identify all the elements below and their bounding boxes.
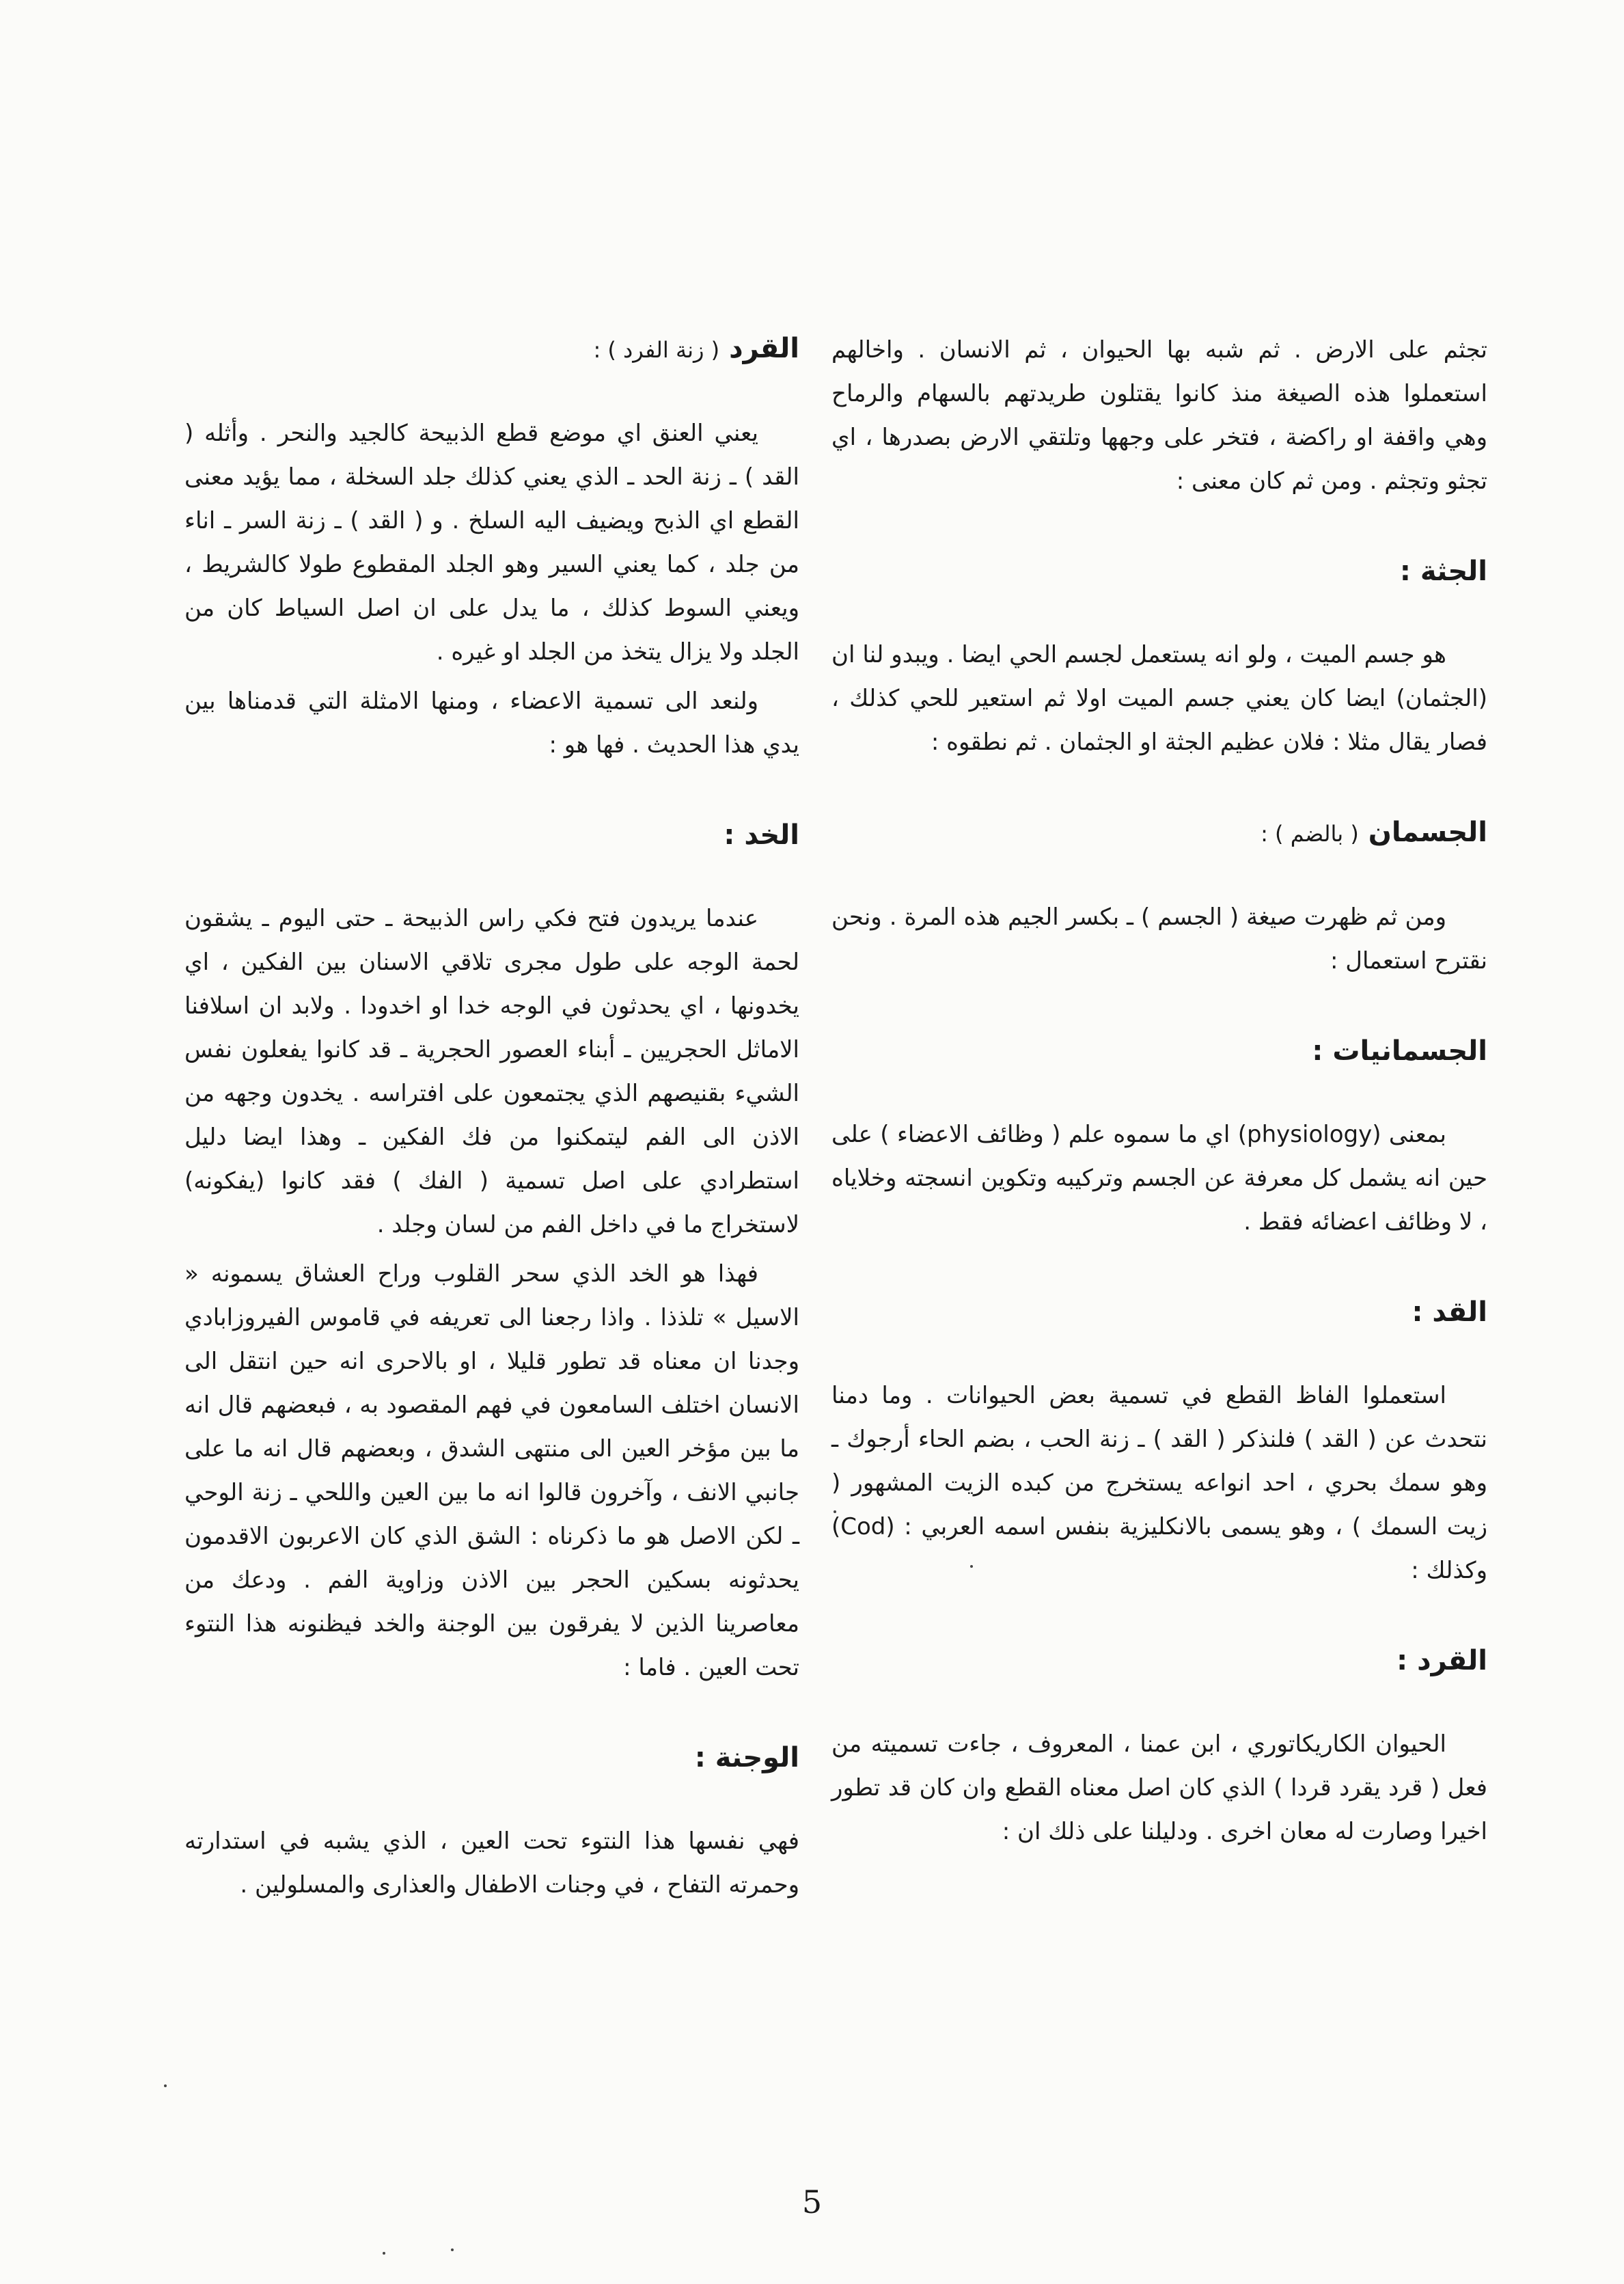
section-heading [184,815,799,856]
section-heading [831,1640,1487,1681]
scan-speck [451,2248,454,2251]
paragraph: استعملوا الفاظ القطع في تسمية بعض الحيوانات . وما دمنا نتحدث عن ( القد ) فلنذكر ( القد ) ـ زنة الحب ، بضم الحاء أرجوك ـ وهو سمك بحري ، احد انواعه يستخرج من كبده الزيت المشهور ( زيت السمك ) ، وهو يسمى بالانكليزية بنفس اسمه العربي : (Cod) وكذلك : [831,1382,1487,1584]
left-column [184,328,799,1912]
section-heading [184,328,799,370]
paragraph: ومن ثم ظهرت صيغة ( الجسم ) ـ بكسر الجيم هذه المرة . ونحن نقترح استعمال : [831,903,1487,975]
paragraph: فهي نفسها هذا النتوء تحت العين ، الذي يشبه في استدارته وحمرته التفاح ، في وجنات الاطفال والعذارى والمسلولين . [184,1827,799,1899]
paragraph: بمعنى (physiology) اي ما سموه علم ( وظائف الاعضاء ) على حين انه يشمل كل معرفة عن الجسم وتركيبه وتكوين انسجته وخلاياه ، لا وظائف اعضائه فقط . [831,1121,1487,1236]
section-heading [831,1031,1487,1072]
scan-speck [970,1565,973,1568]
heading-text: الجسمانيات : [1312,1035,1487,1067]
scan-speck [164,2084,167,2087]
scan-speck [383,2252,385,2255]
heading-text: الوجنة : [694,1742,799,1773]
heading-text: القرد : [1396,1645,1487,1676]
scan-speck [834,1510,836,1513]
section-heading [831,1292,1487,1333]
section-heading [184,1737,799,1778]
heading-note: ( زنة الفرد ) : [593,337,720,363]
right-column [831,328,1487,1859]
paragraph: ولنعد الى تسمية الاعضاء ، ومنها الامثلة التي قدمناها بين يدي هذا الحديث . فها هو : [184,688,799,759]
section-heading [831,551,1487,592]
paragraph: الحيوان الكاريكاتوري ، ابن عمنا ، المعروف ، جاءت تسميته من فعل ( قرد يقرد قردا ) الذي كان اصل معناه القطع وان كان قد تطور اخيرا وصارت له معان اخرى . ودليلنا على ذلك ان : [831,1730,1487,1845]
paragraph: عندما يريدون فتح فكي راس الذبيحة ـ حتى اليوم ـ يشقون لحمة الوجه على طول مجرى تلاقي الاسنان بين الفكين ، اي يخدونها ، اي يحدثون في الوجه خدا او اخدودا . ولابد ان اسلافنا الاماثل الحجريين ـ أبناء العصور الحجرية ـ قد كانوا يفعلون نفس الشيء بقنيصهم الذي يجتمعون على افتراسه . يخدون وجهه من الاذن الى الفم ليتمكنوا من فك الفكين ـ وهذا ايضا دليل استطرادي على اصل تسمية ( الفك ) فقد كانوا (يفكونه) لاستخراج ما في داخل الفم من لسان وجلد . [184,905,799,1238]
paragraph: فهذا هو الخد الذي سحر القلوب وراح العشاق يسمونه « الاسيل » تلذذا . واذا رجعنا الى تعريفه في قاموس الفيروزابادي وجدنا ان معناه قد تطور قليلا ، او بالاحرى انه حين انتقل الى الانسان اختلف السامعون في فهم المقصود به ، فبعضهم قال انه ما بين مؤخر العين الى منتهى الشدق ، وبعضهم قال انه ما على جانبي الانف ، وآخرون قالوا انه ما بين العين واللحي ـ زنة الوحي ـ لكن الاصل هو ما ذكرناه : الشق الذي كان الاعربون الاقدمون يحدثونه بسكين الحجر بين الاذن وزاوية الفم . ودعك من معاصرينا الذين لا يفرقون بين الوجنة والخد فيظنونه هذا النتوء تحت العين . فاما : [184,1260,799,1681]
page-number: 5 [801,2184,823,2220]
section-heading [831,812,1487,854]
heading-text: القرد [729,333,799,364]
paragraph: يعني العنق اي موضع قطع الذبيحة كالجيد والنحر . وأثله ( القد ) ـ زنة الحد ـ الذي يعني كذلك جلد السخلة ، مما يؤيد معنى القطع اي الذبح ويضيف اليه السلخ . و ( القد ) ـ زنة السر ـ اناء من جلد ، كما يعني السير وهو الجلد المقطوع طولا كالشريط ، ويعني السوط كذلك ، ما يدل على ان اصل السياط كان من الجلد ولا يزال يتخذ من الجلد او غيره . [184,420,799,666]
heading-text: الجسمان [1368,817,1487,848]
heading-text: القد : [1412,1296,1487,1328]
heading-text: الجثة : [1399,556,1487,587]
heading-text: الخد : [724,819,799,851]
heading-note: ( بالضم ) : [1261,821,1359,847]
paragraph: تجثم على الارض . ثم شبه بها الحيوان ، ثم الانسان . واخالهم استعملوا هذه الصيغة منذ كانوا يقتلون طريدتهم بالسهام والرماح وهي واقفة او راكضة ، فتخر على وجهها وتلتقي الارض بصدرها ، اي تجثو وتجثم . ومن ثم كان معنى : [831,336,1487,495]
paragraph: هو جسم الميت ، ولو انه يستعمل لجسم الحي ايضا . ويبدو لنا ان (الجثمان) ايضا كان يعني جسم الميت اولا ثم استعير للحي كذلك ، فصار يقال مثلا : فلان عظيم الجثة او الجثمان . ثم نطقوه : [831,641,1487,756]
